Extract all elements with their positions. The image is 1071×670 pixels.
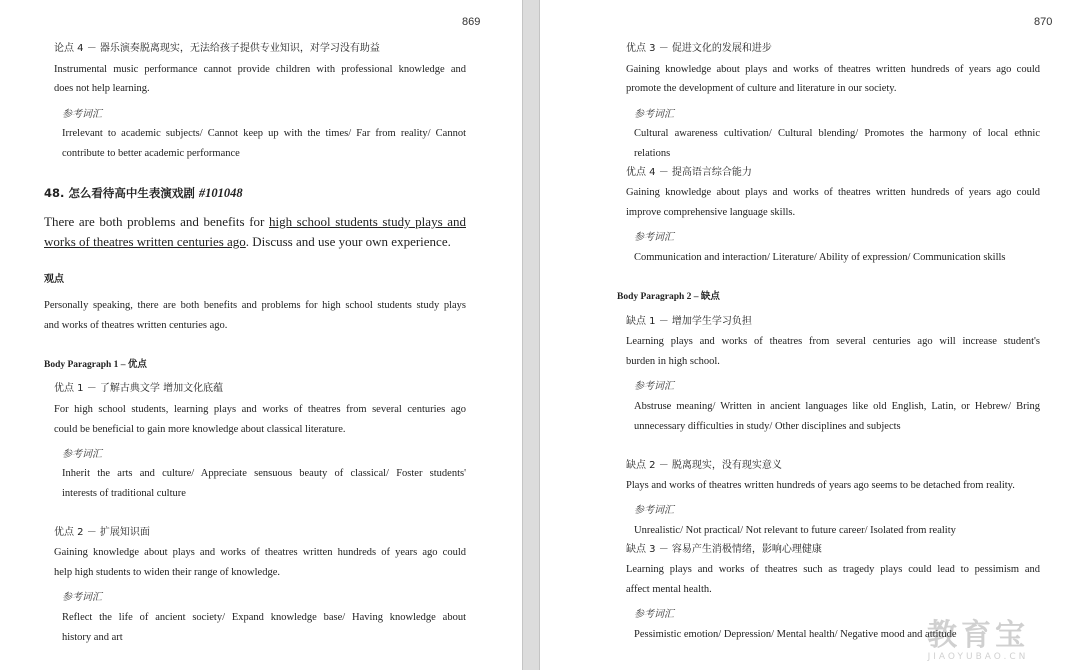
vocab-text: Reflect the life of ancient society/ Expand knowledge base/ Having knowledge about	[62, 612, 466, 623]
vocab-text: Inherit the arts and culture/ Appreciate sensuous beauty of classical/ Foster students'	[62, 468, 466, 479]
body-text: Gaining knowledge about plays and works of theatres written hundreds of years ago could	[54, 547, 466, 558]
vocab-text: contribute to better academic performance	[62, 148, 240, 159]
body-text: Personally speaking, there are both benefits and problems for high school students study plays	[44, 300, 466, 311]
prompt-text: There are both problems and benefits for	[44, 214, 269, 229]
vocab-text: Cultural awareness cultivation/ Cultural blending/ Promotes the harmony of local ethnic	[634, 128, 1040, 139]
vocab-label: 参考词汇	[634, 609, 674, 620]
body-text: help high students to widen their range of knowledge.	[54, 567, 280, 578]
vocab-label: 参考词汇	[634, 381, 674, 392]
point-heading: 缺点 2 － 脱离现实，没有现实意义	[626, 460, 782, 471]
paragraph-heading: Body Paragraph 2 – 缺点	[617, 292, 720, 302]
paragraph-heading: Body Paragraph 1 – 优点	[44, 360, 147, 370]
body-text: promote the development of culture and literature in our society.	[626, 83, 897, 94]
vocab-label: 参考词汇	[634, 232, 674, 243]
argument-heading: 论点 4 － 器乐演奏脱离现实，无法给孩子提供专业知识，对学习没有助益	[54, 43, 380, 54]
vocab-text: Communication and interaction/ Literature/ Ability of expression/ Communication skills	[634, 252, 1006, 263]
question-title	[44, 186, 243, 200]
point-heading: 优点 3 － 促进文化的发展和进步	[626, 43, 772, 54]
watermark-logo	[903, 620, 1053, 664]
prompt-topic: works of theatres written centuries ago	[44, 234, 246, 249]
body-text: Gaining knowledge about plays and works of theatres written hundreds of years ago could	[626, 187, 1040, 198]
watermark-text: 教育宝	[927, 618, 1029, 653]
vocab-text: unnecessary difficulties in study/ Other disciplines and subjects	[634, 421, 901, 432]
prompt-line	[44, 213, 466, 231]
body-text: does not help learning.	[54, 83, 150, 94]
body-text: improve comprehensive language skills.	[626, 207, 796, 218]
page-number: 869	[462, 16, 481, 28]
vocab-label: 参考词汇	[62, 592, 102, 603]
vocab-label: 参考词汇	[634, 109, 674, 120]
vocab-text: history and art	[62, 632, 123, 643]
vocab-label: 参考词汇	[634, 505, 674, 516]
body-text: Learning plays and works of theatres such as tragedy plays could lead to pessimism and	[626, 564, 1040, 575]
page-gutter	[522, 0, 540, 670]
vocab-text: Irrelevant to academic subjects/ Cannot keep up with the times/ Far from reality/ Cannot	[62, 128, 466, 139]
body-text: Instrumental music performance cannot provide children with professional knowledge and	[54, 64, 466, 75]
vocab-text: Abstruse meaning/ Written in ancient languages like old English, Latin, or Hebrew/ Bring	[634, 401, 1040, 412]
watermark-url: JIAOYUBAO.CN	[927, 652, 1029, 662]
body-text: affect mental health.	[626, 584, 712, 595]
vocab-text: Unrealistic/ Not practical/ Not relevant to future career/ Isolated from reality	[634, 525, 956, 536]
page-number: 870	[1034, 16, 1053, 28]
point-heading: 优点 4 － 提高语言综合能力	[626, 167, 752, 178]
vocab-text: relations	[634, 148, 671, 159]
body-text: Learning plays and works of theatres from several centuries ago will increase student's	[626, 336, 1040, 347]
vocab-label: 参考词汇	[62, 449, 102, 460]
question-title-text: 48. 怎么看待高中生表演戏剧	[44, 186, 199, 200]
point-heading: 优点 1 － 了解古典文学 增加文化底蕴	[54, 383, 224, 394]
right-page	[540, 0, 1071, 670]
point-heading: 缺点 1 － 增加学生学习负担	[626, 316, 752, 327]
vocab-text: interests of traditional culture	[62, 488, 186, 499]
body-text: burden in high school.	[626, 356, 720, 367]
body-text: and works of theatres written centuries ago.	[44, 320, 228, 331]
body-text: For high school students, learning plays and works of theatres from several centuries ago	[54, 404, 466, 415]
prompt-line	[44, 233, 451, 251]
section-heading: 观点	[44, 274, 64, 285]
vocab-text: Pessimistic emotion/ Depression/ Mental health/ Negative mood and attitude	[634, 629, 957, 640]
body-text: Gaining knowledge about plays and works of theatres written hundreds of years ago could	[626, 64, 1040, 75]
question-id: #101048	[198, 186, 243, 200]
vocab-label: 参考词汇	[62, 109, 102, 120]
body-text: Plays and works of theatres written hundreds of years ago seems to be detached from reality.	[626, 480, 1015, 491]
body-text: could be beneficial to gain more knowledge about classical literature.	[54, 424, 346, 435]
point-heading: 优点 2 － 扩展知识面	[54, 527, 150, 538]
prompt-topic: high school students study plays and	[268, 214, 466, 229]
prompt-text: . Discuss and use your own experience.	[245, 234, 451, 249]
left-page	[0, 0, 522, 670]
point-heading: 缺点 3 － 容易产生消极情绪，影响心理健康	[626, 544, 822, 555]
